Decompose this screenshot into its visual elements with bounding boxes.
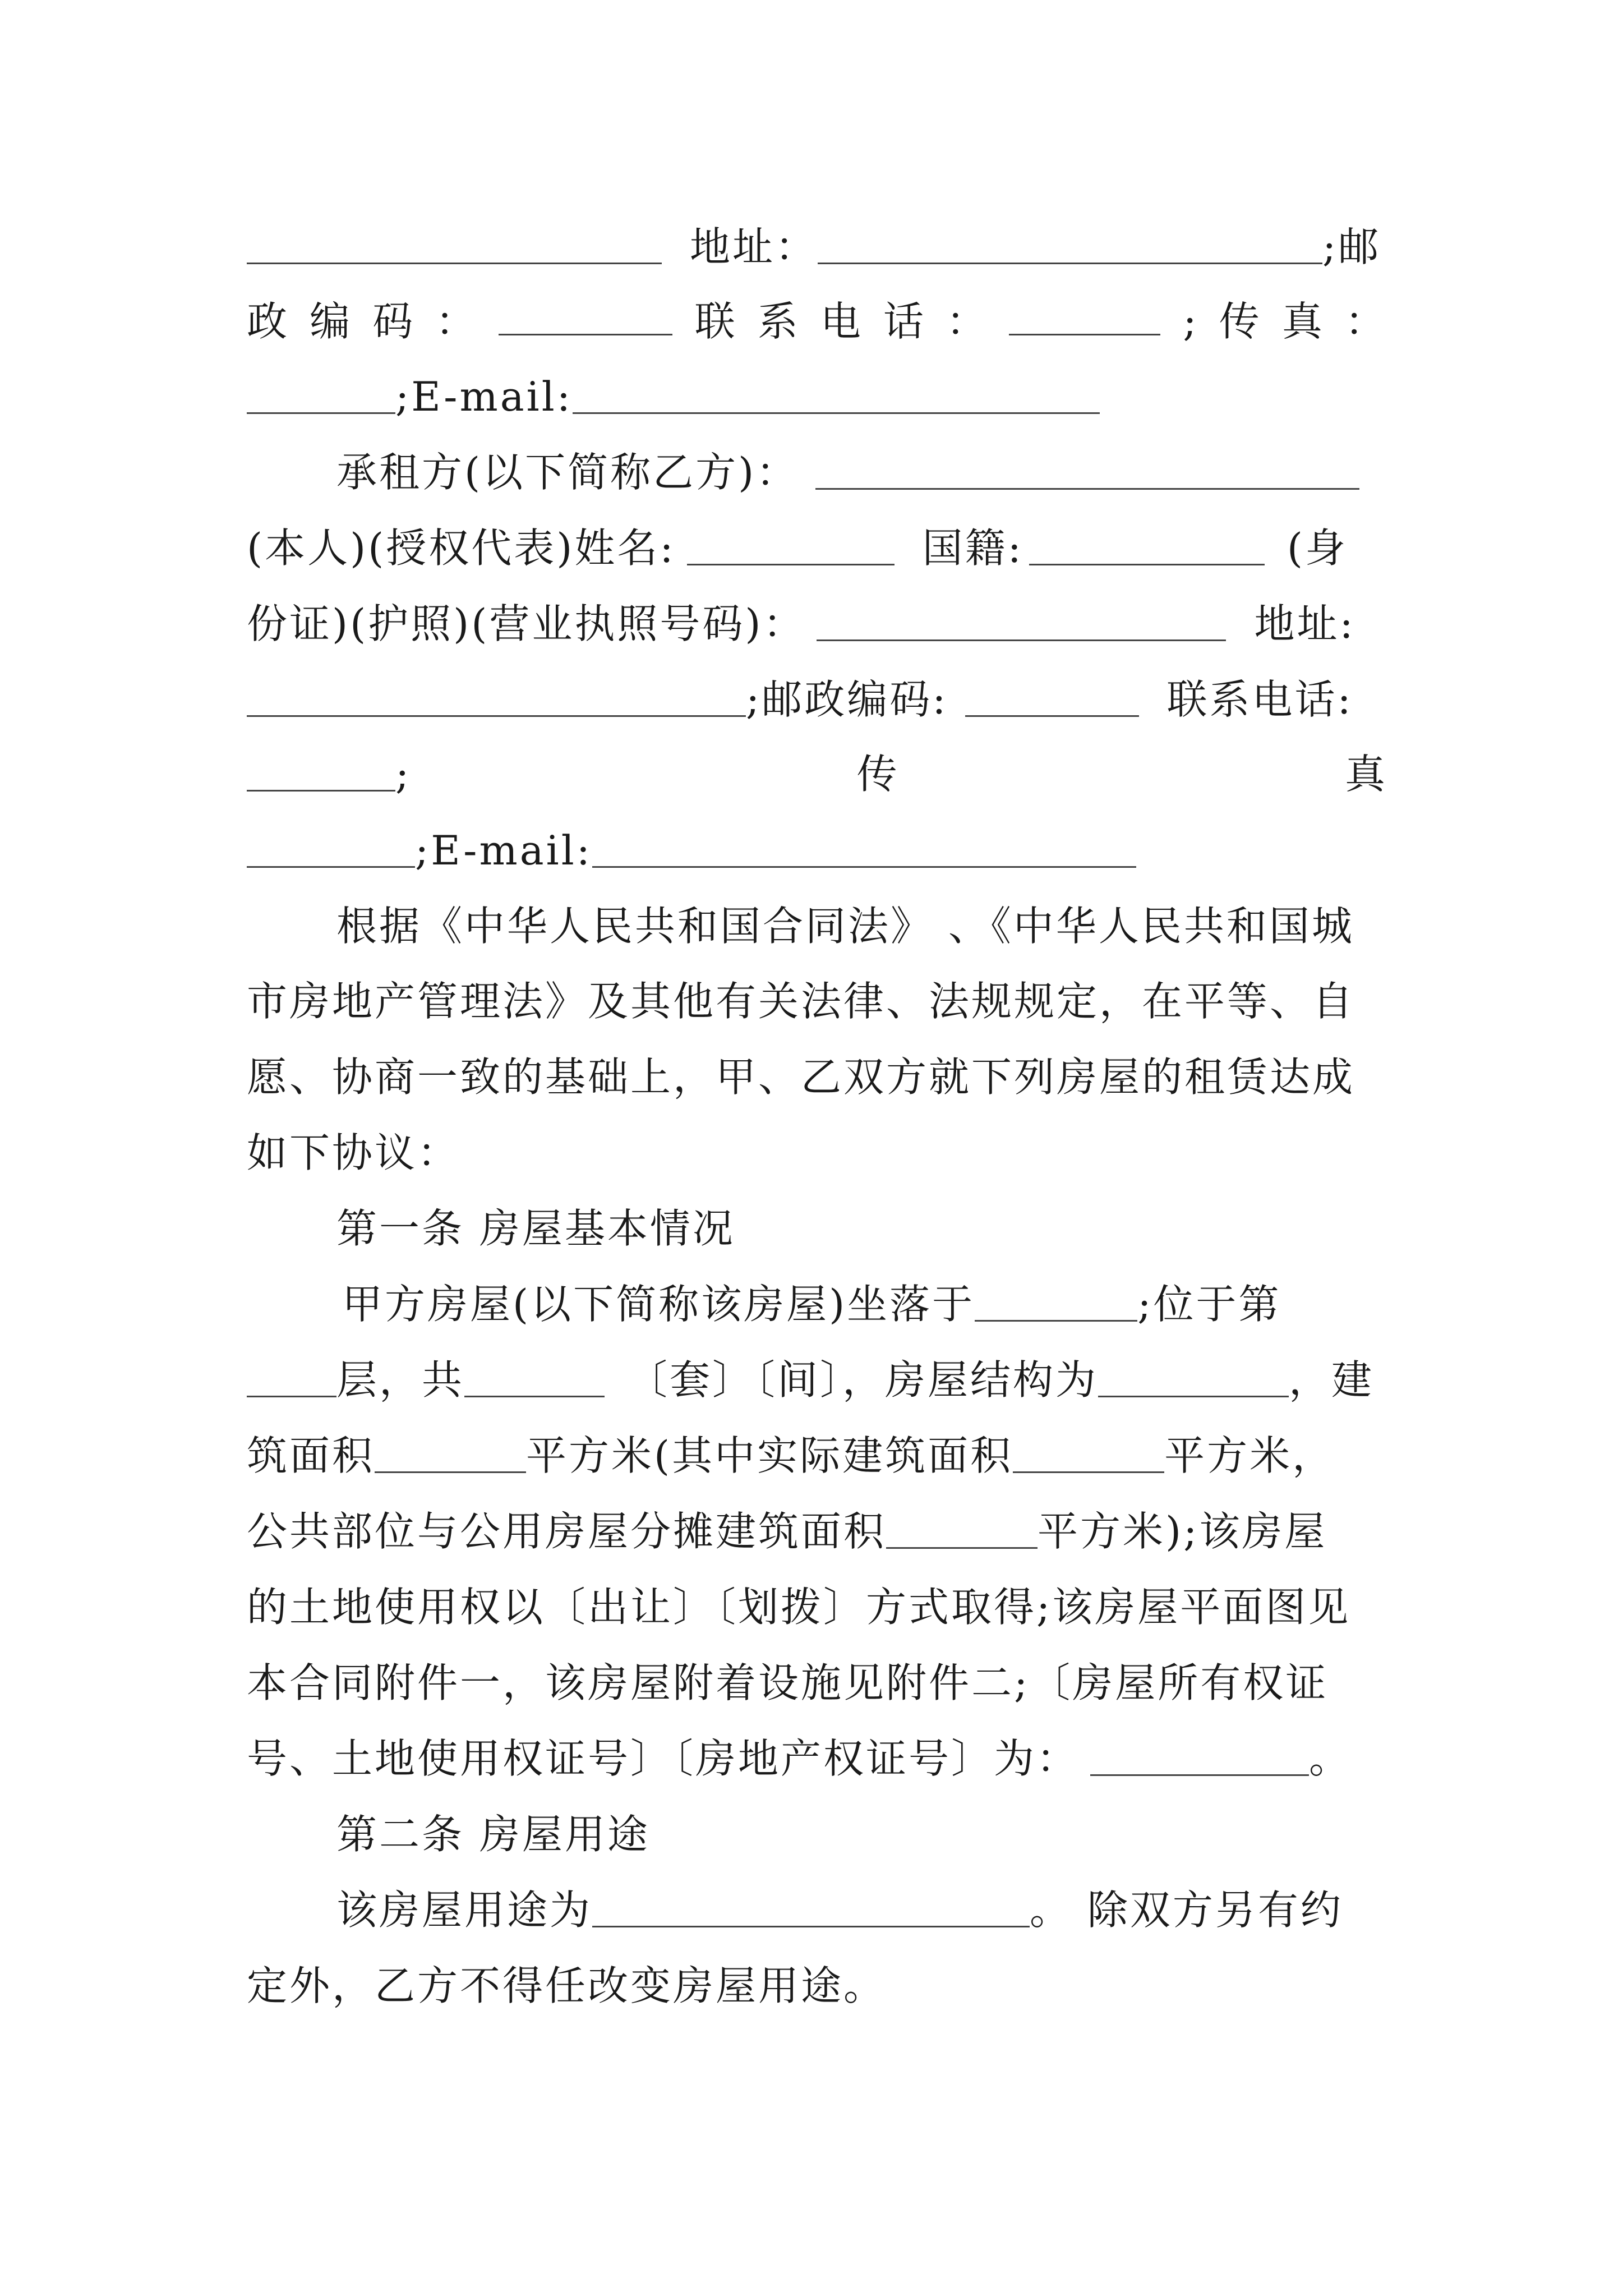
- text: 电: [820, 298, 861, 345]
- text: 甲方房屋(以下简称该房屋)坐落于: [342, 1281, 975, 1328]
- text: 号、土地使用权证号〕〔房地产权证号〕为：: [247, 1735, 1080, 1782]
- paragraph-line: [247, 1422, 1385, 1489]
- text: 承租方(以下简称乙方)：: [336, 449, 799, 496]
- text: 〔套〕〔间〕，房屋结构为: [627, 1356, 1099, 1404]
- text: ;E-mail:: [395, 373, 573, 420]
- landlord-email-line: [247, 363, 1385, 430]
- text: (本人)(授权代表)姓名:: [247, 524, 676, 572]
- text: 公共部位与公用房屋分摊建筑面积: [247, 1508, 887, 1555]
- text: 国籍:: [922, 524, 1023, 572]
- text: 的土地使用权以〔出让〕〔划拨〕方式取得;该房屋平面图见: [247, 1584, 1351, 1631]
- text: ;: [395, 751, 409, 798]
- text: 地址：: [690, 223, 818, 270]
- tenant-postal-line: [247, 666, 1385, 733]
- text: 。 除双方另有约: [1030, 1887, 1343, 1934]
- paragraph-line: [247, 1119, 1385, 1186]
- blank-field[interactable]: [886, 1507, 1038, 1549]
- paragraph-line: [247, 1876, 1385, 1944]
- text: 定外，乙方不得任改变房屋用途。: [247, 1962, 887, 2009]
- blank-field[interactable]: [818, 222, 1322, 264]
- blank-field[interactable]: [592, 1885, 1030, 1927]
- text: 编: [310, 298, 351, 345]
- paragraph-line: [247, 1952, 1385, 2019]
- paragraph-line: [247, 1498, 1385, 1565]
- article-heading: [247, 1195, 1385, 1262]
- article-heading: [247, 1801, 1385, 1868]
- text: 本合同附件一，该房屋附着设施见附件二;〔房屋所有权证: [247, 1659, 1329, 1706]
- blank-field[interactable]: [247, 222, 662, 264]
- text: 份证)(护照)(营业执照号码)：: [247, 600, 806, 647]
- paragraph-line: [247, 1725, 1385, 1792]
- text: 如下协议：: [247, 1129, 460, 1176]
- blank-field[interactable]: [687, 523, 895, 565]
- blank-field[interactable]: [247, 826, 415, 868]
- text: ;邮政编码:: [746, 676, 948, 723]
- blank-field[interactable]: [247, 675, 746, 717]
- tenant-email-line: [247, 817, 1385, 884]
- blank-field[interactable]: [965, 675, 1139, 717]
- tenant-id-line: [247, 590, 1385, 657]
- text: 第二条 房屋用途: [336, 1811, 650, 1858]
- blank-field[interactable]: [1029, 523, 1265, 565]
- text: 话: [883, 298, 924, 345]
- text: 。: [1309, 1735, 1352, 1782]
- blank-field[interactable]: [375, 1431, 526, 1473]
- text: ;: [1183, 298, 1197, 345]
- text: 真: [1281, 298, 1322, 345]
- landlord-postal-line: [247, 288, 1385, 355]
- blank-field[interactable]: [464, 1355, 605, 1397]
- text: ;E-mail:: [415, 827, 592, 874]
- text: ：: [435, 298, 476, 345]
- text: (身: [1287, 524, 1348, 572]
- blank-field[interactable]: [1013, 1431, 1164, 1473]
- paragraph-line: [247, 1649, 1385, 1717]
- text: 联: [694, 298, 735, 345]
- paragraph-line: [247, 892, 1385, 960]
- text: 市房地产管理法》及其他有关法律、法规规定，在平等、自: [247, 978, 1355, 1025]
- text: 传: [1219, 298, 1260, 345]
- text: 筑面积: [247, 1432, 375, 1479]
- text: ;邮: [1322, 223, 1381, 270]
- blank-field[interactable]: [592, 826, 1136, 868]
- text: 愿、协商一致的基础上，甲、乙双方就下列房屋的租赁达成: [247, 1053, 1355, 1101]
- blank-field[interactable]: [573, 372, 1100, 414]
- paragraph-line: [247, 1043, 1385, 1111]
- text: 传: [856, 751, 897, 798]
- text: 该房屋用途为: [336, 1887, 593, 1934]
- paragraph-line: [247, 968, 1385, 1035]
- text: 平方米);该房屋: [1038, 1508, 1327, 1555]
- paragraph-line: [247, 1271, 1385, 1338]
- text: ;位于第: [1137, 1281, 1281, 1328]
- blank-field[interactable]: [499, 293, 672, 335]
- blank-field[interactable]: [817, 599, 1226, 641]
- text: 真: [1344, 751, 1385, 798]
- blank-field[interactable]: [815, 448, 1359, 490]
- blank-field[interactable]: [247, 372, 395, 414]
- landlord-address-line: [247, 213, 1385, 280]
- tenant-fax-line: [247, 740, 1385, 808]
- blank-field[interactable]: [247, 749, 395, 792]
- text: 平方米(其中实际建筑面积: [526, 1432, 1013, 1479]
- tenant-line: [247, 439, 1385, 506]
- text: 政: [247, 298, 288, 345]
- tenant-name-line: [247, 514, 1385, 582]
- paragraph-line: [247, 1573, 1385, 1641]
- text: 码: [372, 298, 413, 345]
- blank-field[interactable]: [975, 1280, 1137, 1322]
- text: 层，共: [336, 1356, 465, 1404]
- text: 系: [757, 298, 798, 345]
- text: 平方米，: [1164, 1432, 1335, 1479]
- text: ：: [946, 298, 987, 345]
- text: ：: [1344, 298, 1385, 345]
- blank-field[interactable]: [1009, 293, 1160, 335]
- blank-field[interactable]: [1098, 1355, 1289, 1397]
- text: 地址:: [1254, 600, 1355, 647]
- text: 联系电话:: [1166, 676, 1353, 723]
- blank-field[interactable]: [247, 1355, 336, 1397]
- blank-field[interactable]: [1090, 1734, 1309, 1776]
- text: 第一条 房屋基本情况: [336, 1205, 735, 1252]
- paragraph-line: [247, 1346, 1385, 1414]
- text: 根据《中华人民共和国合同法》 、《中华人民共和国城: [336, 903, 1354, 950]
- text: ，建: [1289, 1356, 1375, 1404]
